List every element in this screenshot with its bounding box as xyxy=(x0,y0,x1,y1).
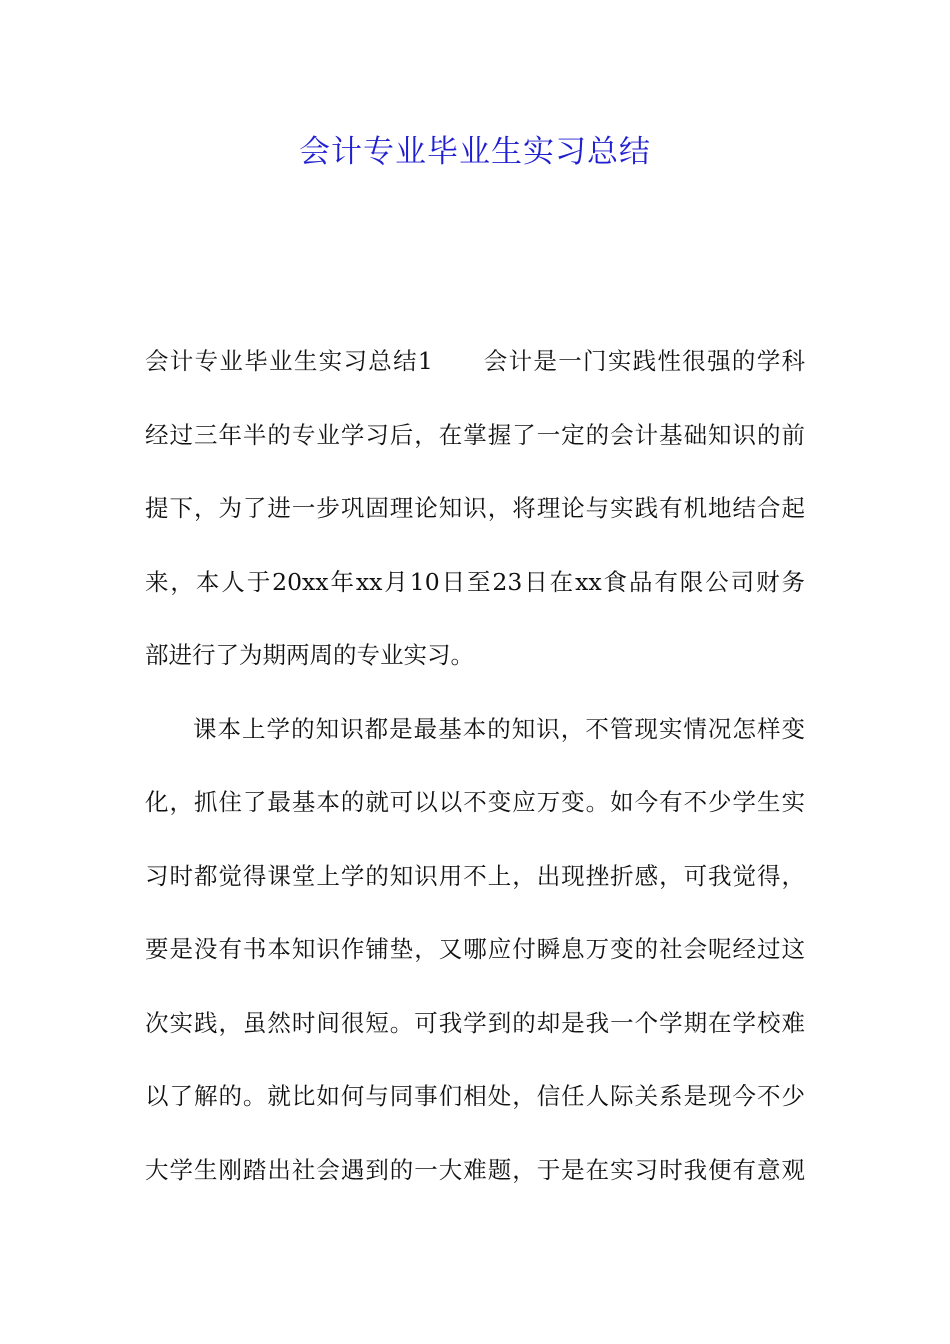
paragraph-2 xyxy=(145,706,805,1221)
paragraph-line: 要是没有书本知识作铺垫，又哪应付瞬息万变的社会呢经过这 xyxy=(145,935,805,963)
paragraph-line: 经过三年半的专业学习后，在掌握了一定的会计基础知识的前 xyxy=(145,420,805,449)
paragraph-line: 化，抓住了最基本的就可以以不变应万变。如今有不少学生实 xyxy=(145,788,805,816)
paragraph-line: 以了解的。就比如何与同事们相处，信任人际关系是现今不少 xyxy=(145,1082,805,1110)
paragraph-line: 提下，为了进一步巩固理论知识，将理论与实践有机地结合起 xyxy=(145,494,805,522)
paragraph-line: 来，本人于20xx年xx月10日至23日在xx食品有限公司财务 xyxy=(145,567,805,596)
paragraph-line: 大学生刚踏出社会遇到的一大难题，于是在实习时我便有意观 xyxy=(145,1155,805,1184)
paragraph-line: 习时都觉得课堂上学的知识用不上，出现挫折感，可我觉得， xyxy=(145,861,805,890)
paragraph-1 xyxy=(145,338,805,706)
document-body xyxy=(145,338,805,1220)
document-title: 会计专业毕业生实习总结 xyxy=(299,134,651,170)
paragraph-line: 部进行了为期两周的专业实习。 xyxy=(145,641,474,669)
paragraph-line: 次实践，虽然时间很短。可我学到的却是我一个学期在学校难 xyxy=(145,1008,805,1037)
paragraph-line: 会计专业毕业生实习总结1 会计是一门实践性很强的学科 xyxy=(145,347,805,375)
paragraph-line: 课本上学的知识都是最基本的知识，不管现实情况怎样变 xyxy=(193,714,805,743)
